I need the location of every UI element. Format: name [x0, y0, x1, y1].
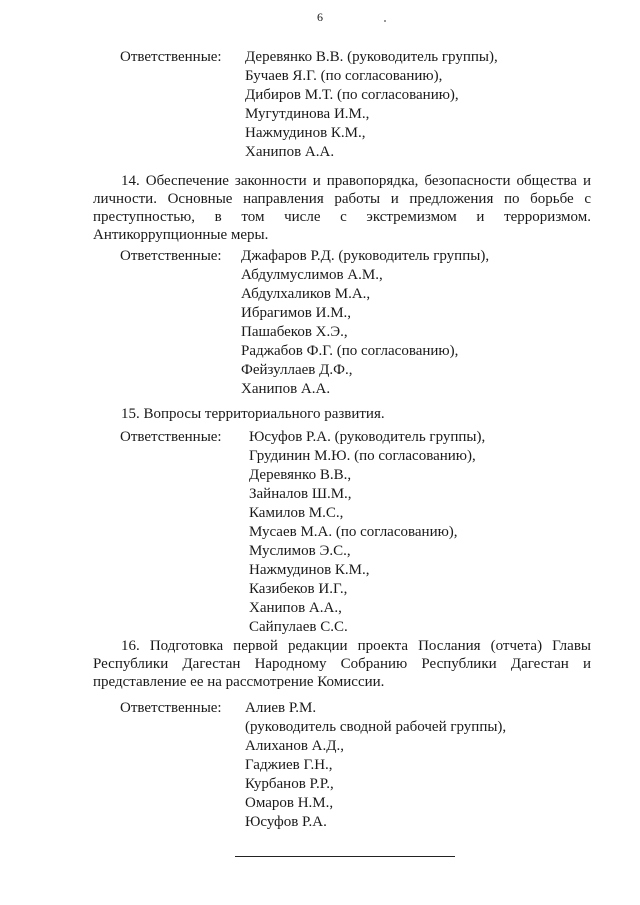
paragraph-line: личности. Основные направления работы и предложения по борьбе с [93, 191, 591, 207]
paragraph-line: Антикоррупционные меры. [93, 227, 269, 243]
responsible-names [241, 247, 489, 399]
responsible-name: Нажмудинов К.М., [249, 562, 370, 578]
responsible-name: Грудинин М.Ю. (по согласованию), [249, 448, 476, 464]
responsible-name: Зайналов Ш.М., [249, 486, 352, 502]
responsible-name: Юсуфов Р.А. (руководитель группы), [249, 429, 486, 445]
paragraph-line: 16. Подготовка первой редакции проекта Послания (отчета) Главы [121, 638, 591, 654]
responsible-name: Джафаров Р.Д. (руководитель группы), [241, 248, 490, 264]
responsible-name: Бучаев Я.Г. (по согласованию), [245, 68, 443, 84]
responsible-name: Юсуфов Р.А. [245, 814, 327, 830]
responsible-name: Камилов М.С., [249, 505, 344, 521]
scan-speck [384, 20, 386, 22]
responsible-names [245, 699, 506, 832]
responsible-name: Сайпулаев С.С. [249, 619, 348, 635]
responsible-name: Нажмудинов К.М., [245, 125, 366, 141]
paragraph-line: преступностью, в том числе с экстремизмом и терроризмом. [93, 209, 591, 225]
responsible-name: Гаджиев Г.Н., [245, 757, 333, 773]
paragraph-line: 14. Обеспечение законности и правопорядка, безопасности общества и [121, 173, 591, 189]
responsible-name: Деревянко В.В., [249, 467, 352, 483]
responsible-names [249, 428, 485, 637]
responsible-name: Омаров Н.М., [245, 795, 334, 811]
end-separator-line [235, 856, 455, 857]
responsible-name: Мугутдинова И.М., [245, 106, 370, 122]
responsible-name: Алиев Р.М. [245, 700, 317, 716]
responsible-name: Фейзуллаев Д.Ф., [241, 362, 353, 378]
responsible-label: Ответственные: [120, 248, 222, 264]
paragraph-line: 15. Вопросы территориального развития. [121, 406, 385, 422]
page-number: 6 [317, 10, 323, 24]
item-14-paragraph [93, 172, 591, 244]
item-15-paragraph [93, 405, 591, 423]
responsible-name: Мусаев М.А. (по согласованию), [249, 524, 458, 540]
paragraph-line: представление ее на рассмотрение Комиссии. [93, 674, 385, 690]
item-16-paragraph [93, 637, 591, 691]
responsible-names [245, 48, 498, 162]
responsible-label: Ответственные: [120, 49, 222, 65]
responsible-name: Алиханов А.Д., [245, 738, 344, 754]
responsible-name: Дибиров М.Т. (по согласованию), [245, 87, 459, 103]
paragraph-line: Республики Дагестан Народному Собранию Республики Дагестан и [93, 656, 591, 672]
responsible-name: Деревянко В.В. (руководитель группы), [245, 49, 498, 65]
responsible-name: Ханипов А.А. [245, 144, 335, 160]
responsible-name: Пашабеков Х.Э., [241, 324, 348, 340]
responsible-name: Курбанов Р.Р., [245, 776, 334, 792]
responsible-name: Ханипов А.А. [241, 381, 331, 397]
responsible-name: Раджабов Ф.Г. (по согласованию), [241, 343, 459, 359]
responsible-name: (руководитель сводной рабочей группы), [245, 719, 507, 735]
responsible-name: Абдулмуслимов А.М., [241, 267, 383, 283]
responsible-label: Ответственные: [120, 700, 222, 716]
responsible-label: Ответственные: [120, 429, 222, 445]
responsible-name: Абдулхаликов М.А., [241, 286, 371, 302]
responsible-name: Казибеков И.Г., [249, 581, 348, 597]
responsible-name: Ханипов А.А., [249, 600, 342, 616]
responsible-name: Муслимов Э.С., [249, 543, 351, 559]
responsible-name: Ибрагимов И.М., [241, 305, 352, 321]
